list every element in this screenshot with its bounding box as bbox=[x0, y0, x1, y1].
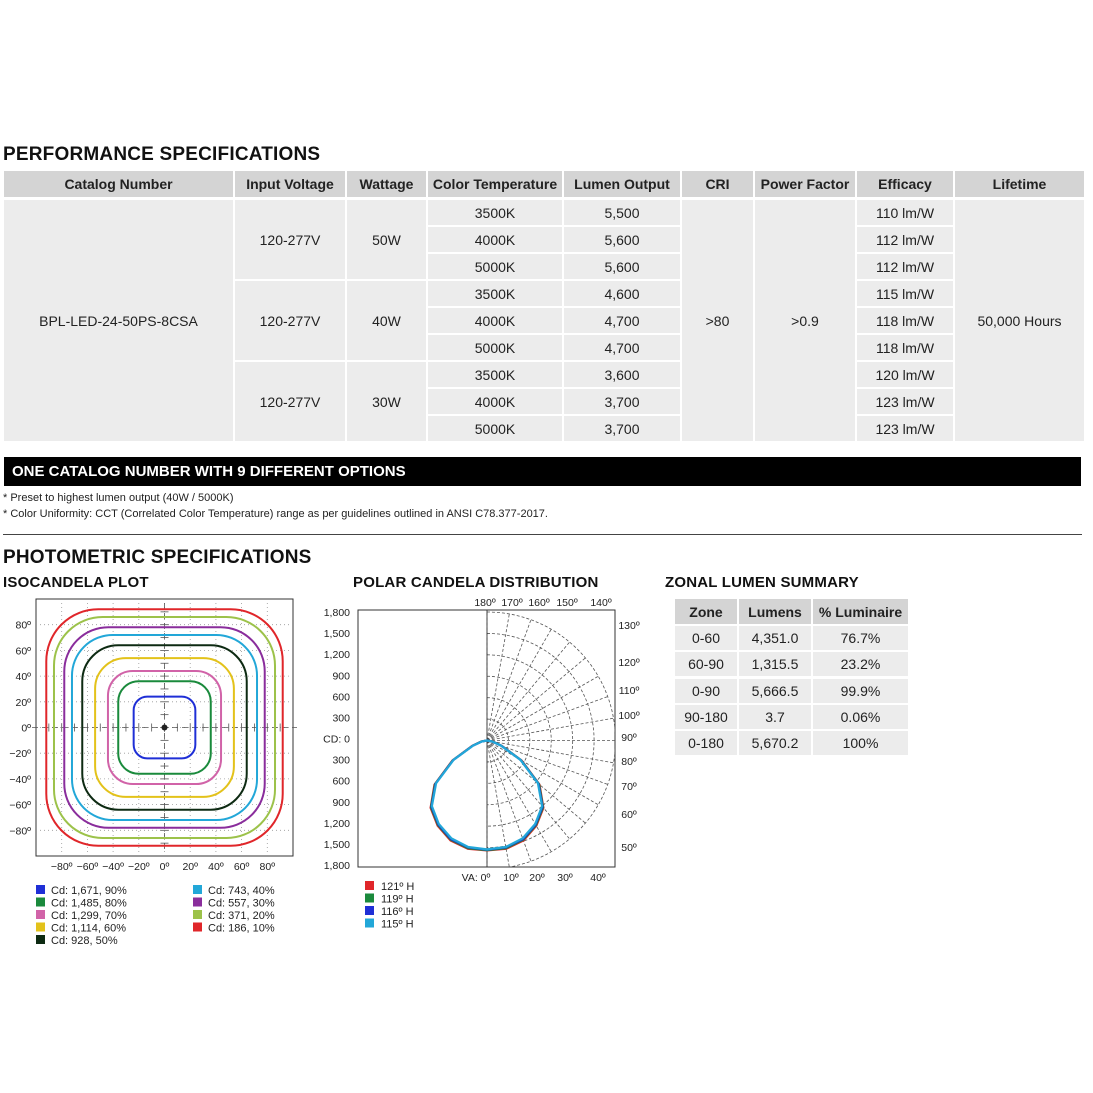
y-tick-label: −40º bbox=[9, 773, 31, 786]
candela-tick-label: 1,800 bbox=[323, 860, 350, 872]
column-header: Power Factor bbox=[755, 171, 855, 197]
legend-swatch bbox=[36, 923, 45, 932]
y-tick-label: −60º bbox=[9, 799, 31, 812]
legend-swatch bbox=[365, 894, 374, 903]
legend-label: 119º H bbox=[381, 893, 414, 906]
legend-swatch bbox=[365, 906, 374, 915]
cri-cell: >80 bbox=[682, 200, 753, 441]
angle-label: 160º bbox=[528, 597, 550, 609]
power-factor-cell: >0.9 bbox=[755, 200, 855, 441]
wattage-cell: 40W bbox=[347, 281, 426, 360]
angle-label: 30º bbox=[557, 872, 573, 884]
color-temperature-cell: 3500K bbox=[428, 200, 562, 225]
color-temperature-cell: 4000K bbox=[428, 389, 562, 414]
column-header: CRI bbox=[682, 171, 753, 197]
column-header: Catalog Number bbox=[4, 171, 233, 197]
input-voltage-cell: 120-277V bbox=[235, 200, 345, 279]
angle-label: 130º bbox=[618, 620, 640, 632]
x-tick-label: −60º bbox=[76, 861, 99, 873]
input-voltage-cell: 120-277V bbox=[235, 281, 345, 360]
zonal-cell: 5,670.2 bbox=[739, 731, 811, 755]
y-tick-label: 80º bbox=[15, 619, 31, 632]
legend-swatch bbox=[193, 923, 202, 932]
legend-swatch bbox=[36, 935, 45, 944]
legend-label: Cd: 557, 30% bbox=[208, 897, 275, 910]
color-temperature-cell: 3500K bbox=[428, 281, 562, 306]
isocandela-plot bbox=[0, 593, 300, 947]
x-tick-label: 0º bbox=[159, 861, 170, 873]
legend-swatch bbox=[36, 898, 45, 907]
y-tick-label: −20º bbox=[9, 748, 31, 761]
x-tick-label: −80º bbox=[50, 861, 73, 873]
plot-frame bbox=[358, 610, 615, 867]
efficacy-cell: 112 lm/W bbox=[857, 254, 953, 279]
x-tick-label: −20º bbox=[127, 861, 150, 873]
zonal-cell: 100% bbox=[813, 731, 908, 755]
polar-grid bbox=[487, 612, 616, 869]
legend-swatch bbox=[36, 910, 45, 919]
candela-tick-label: 1,200 bbox=[323, 817, 350, 830]
zonal-cell: 0-180 bbox=[675, 731, 737, 755]
lumen-output-cell: 4,700 bbox=[564, 308, 680, 333]
legend-swatch bbox=[36, 885, 45, 894]
zonal-cell: 4,351.0 bbox=[739, 626, 811, 650]
legend-label: 121º H bbox=[381, 881, 415, 893]
y-tick-label: −80º bbox=[9, 825, 31, 838]
column-header: Lumen Output bbox=[564, 171, 680, 197]
legend-swatch bbox=[193, 885, 202, 894]
angle-label: 20º bbox=[529, 872, 545, 884]
legend-label: 115º H bbox=[381, 918, 414, 931]
note-preset: * Preset to highest lumen output (40W / 5000K) bbox=[3, 492, 234, 504]
angle-label: VA: 0º bbox=[461, 872, 491, 884]
x-tick-label: 20º bbox=[182, 861, 198, 873]
polar-candela-plot bbox=[318, 593, 640, 938]
column-header: Wattage bbox=[347, 171, 426, 197]
performance-table bbox=[4, 171, 1084, 440]
lumen-output-cell: 3,600 bbox=[564, 362, 680, 387]
wattage-cell: 30W bbox=[347, 362, 426, 441]
lumen-output-cell: 4,700 bbox=[564, 335, 680, 360]
angle-label: 10º bbox=[503, 872, 519, 884]
legend-label: 116º H bbox=[381, 906, 414, 918]
catalog-number-cell: BPL-LED-24-50PS-8CSA bbox=[4, 200, 233, 441]
lumen-output-cell: 5,500 bbox=[564, 200, 680, 225]
center-point bbox=[162, 725, 168, 731]
column-header: Input Voltage bbox=[235, 171, 345, 197]
legend-label: Cd: 928, 50% bbox=[51, 935, 118, 947]
candela-tick-label: 900 bbox=[332, 670, 350, 683]
angle-label: 50º bbox=[621, 842, 637, 854]
angle-label: 60º bbox=[621, 809, 637, 821]
options-banner: ONE CATALOG NUMBER WITH 9 DIFFERENT OPTIONS bbox=[4, 457, 1081, 486]
x-tick-label: −40º bbox=[102, 861, 124, 873]
y-tick-label: 60º bbox=[15, 645, 31, 658]
angle-label: 140º bbox=[590, 597, 612, 609]
efficacy-cell: 118 lm/W bbox=[857, 308, 953, 333]
legend-label: Cd: 1,114, 60% bbox=[51, 922, 127, 935]
candela-tick-label: CD: 0 bbox=[323, 733, 350, 746]
angle-label: 40º bbox=[590, 872, 606, 884]
angle-label: 90º bbox=[621, 732, 637, 744]
polar-radial bbox=[487, 697, 608, 741]
polar-radial bbox=[487, 741, 531, 862]
zonal-column-header: % Luminaire bbox=[813, 599, 908, 624]
legend-swatch bbox=[365, 881, 374, 890]
lifetime-cell: 50,000 Hours bbox=[955, 200, 1084, 441]
candela-tick-label: 600 bbox=[332, 691, 350, 704]
efficacy-cell: 110 lm/W bbox=[857, 200, 953, 225]
angle-label: 110º bbox=[618, 685, 640, 697]
efficacy-cell: 118 lm/W bbox=[857, 335, 953, 360]
polar-title: POLAR CANDELA DISTRIBUTION bbox=[353, 574, 599, 591]
candela-tick-label: 1,800 bbox=[323, 607, 350, 619]
efficacy-cell: 123 lm/W bbox=[857, 389, 953, 414]
column-header: Lifetime bbox=[955, 171, 1084, 197]
zonal-cell: 0-60 bbox=[675, 626, 737, 650]
efficacy-cell: 112 lm/W bbox=[857, 227, 953, 252]
zonal-column-header: Lumens bbox=[739, 599, 811, 624]
y-tick-label: 20º bbox=[15, 696, 31, 709]
zonal-cell: 23.2% bbox=[813, 652, 908, 676]
angle-label: 150º bbox=[556, 597, 578, 609]
legend-swatch bbox=[365, 919, 374, 928]
section-divider bbox=[3, 534, 1082, 535]
color-temperature-cell: 4000K bbox=[428, 227, 562, 252]
input-voltage-cell: 120-277V bbox=[235, 362, 345, 441]
candela-tick-label: 1,200 bbox=[323, 649, 350, 662]
zonal-cell: 76.7% bbox=[813, 626, 908, 650]
x-tick-label: 80º bbox=[259, 861, 276, 873]
candela-tick-label: 300 bbox=[332, 712, 350, 725]
lumen-output-cell: 5,600 bbox=[564, 227, 680, 252]
zonal-cell: 0.06% bbox=[813, 705, 908, 729]
efficacy-cell: 123 lm/W bbox=[857, 416, 953, 441]
lumen-output-cell: 3,700 bbox=[564, 416, 680, 441]
color-temperature-cell: 5000K bbox=[428, 335, 562, 360]
zonal-column-header: Zone bbox=[675, 599, 737, 624]
zonal-cell: 99.9% bbox=[813, 679, 908, 703]
candela-tick-label: 600 bbox=[332, 775, 350, 788]
column-header: Color Temperature bbox=[428, 171, 562, 197]
lumen-output-cell: 3,700 bbox=[564, 389, 680, 414]
efficacy-cell: 120 lm/W bbox=[857, 362, 953, 387]
legend-label: Cd: 371, 20% bbox=[208, 910, 275, 922]
legend-swatch bbox=[193, 898, 202, 907]
angle-label: 70º bbox=[621, 781, 637, 793]
legend-label: Cd: 1,299, 70% bbox=[51, 910, 127, 922]
x-tick-label: 60º bbox=[233, 861, 250, 873]
lumen-output-cell: 4,600 bbox=[564, 281, 680, 306]
angle-label: 120º bbox=[618, 657, 640, 669]
y-tick-label: 40º bbox=[15, 671, 31, 684]
angle-label: 180º bbox=[474, 597, 496, 609]
angle-label: 170º bbox=[501, 597, 523, 609]
candela-tick-label: 300 bbox=[332, 754, 350, 767]
zonal-title: ZONAL LUMEN SUMMARY bbox=[665, 574, 859, 591]
y-tick-label: 0º bbox=[21, 722, 31, 735]
legend-label: Cd: 1,671, 90% bbox=[51, 885, 127, 897]
color-temperature-cell: 5000K bbox=[428, 416, 562, 441]
column-header: Efficacy bbox=[857, 171, 953, 197]
zonal-cell: 3.7 bbox=[739, 705, 811, 729]
color-temperature-cell: 4000K bbox=[428, 308, 562, 333]
zonal-cell: 60-90 bbox=[675, 652, 737, 676]
legend-label: Cd: 1,485, 80% bbox=[51, 897, 127, 910]
zonal-cell: 0-90 bbox=[675, 679, 737, 703]
lumen-output-cell: 5,600 bbox=[564, 254, 680, 279]
zonal-cell: 5,666.5 bbox=[739, 679, 811, 703]
zonal-cell: 1,315.5 bbox=[739, 652, 811, 676]
photometric-title: PHOTOMETRIC SPECIFICATIONS bbox=[3, 547, 312, 568]
x-tick-label: 40º bbox=[208, 861, 224, 873]
candela-tick-label: 1,500 bbox=[323, 628, 350, 641]
color-temperature-cell: 3500K bbox=[428, 362, 562, 387]
color-temperature-cell: 5000K bbox=[428, 254, 562, 279]
zonal-cell: 90-180 bbox=[675, 705, 737, 729]
legend-label: Cd: 186, 10% bbox=[208, 922, 275, 935]
angle-label: 100º bbox=[618, 710, 640, 722]
isocandela-title: ISOCANDELA PLOT bbox=[3, 574, 149, 591]
legend-swatch bbox=[193, 910, 202, 919]
performance-title: PERFORMANCE SPECIFICATIONS bbox=[3, 144, 321, 165]
legend-label: Cd: 743, 40% bbox=[208, 885, 275, 897]
wattage-cell: 50W bbox=[347, 200, 426, 279]
candela-tick-label: 900 bbox=[332, 796, 350, 809]
candela-tick-label: 1,500 bbox=[323, 838, 350, 851]
note-color-uniformity: * Color Uniformity: CCT (Correlated Color Temperature) range as per guidelines outlined in ANSI C78.377-2017. bbox=[3, 508, 548, 520]
angle-label: 80º bbox=[621, 756, 637, 768]
efficacy-cell: 115 lm/W bbox=[857, 281, 953, 306]
